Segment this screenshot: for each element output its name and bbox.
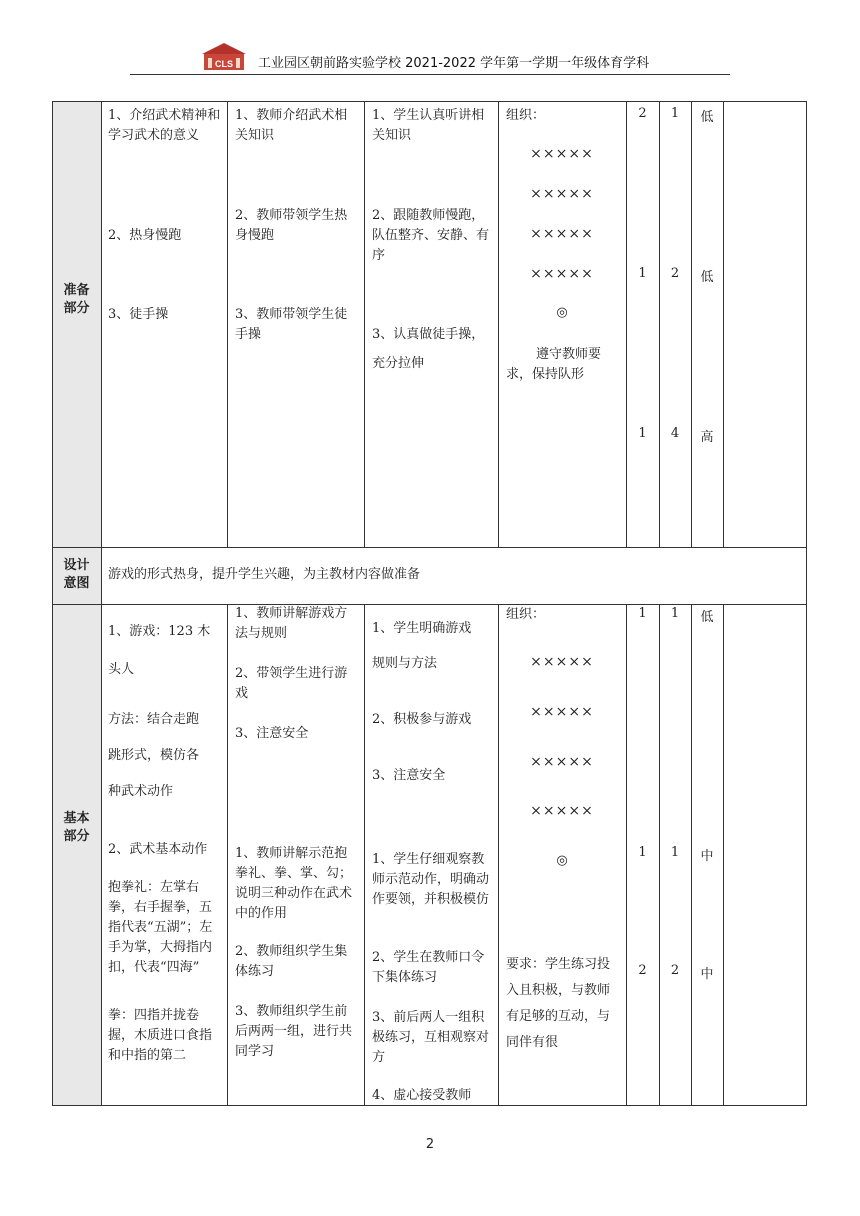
table-rule — [52, 604, 807, 605]
basic-teacher-5: 2、教师组织学生集体练习 — [235, 944, 348, 979]
table-rule — [723, 101, 724, 547]
prep-intensity-1: 低 — [700, 110, 714, 125]
prep-intensity-3: 高 — [700, 430, 714, 445]
basic-teacher-4: 1、教师讲解示范抱拳礼、拳、掌、勾；说明三种动作在武术中的作用 — [235, 846, 353, 921]
prep-times-2: 1 — [638, 266, 647, 281]
table-rule — [101, 101, 102, 1106]
prep-student-4: 充分拉伸 — [372, 356, 425, 371]
basic-org-note: 要求：学生练习投入且积极，与教师有足够的互动，与同伴有很 — [506, 957, 611, 1050]
teacher-position-icon: ◎ — [556, 305, 568, 320]
prep-formation-row: ××××× — [530, 266, 594, 282]
page-header — [130, 40, 730, 76]
basic-formation-row: ××××× — [530, 754, 594, 770]
basic-minutes-1: 1 — [670, 606, 680, 621]
prep-teacher-2: 2、教师带领学生热身慢跑 — [235, 208, 348, 243]
prep-minutes-3: 4 — [670, 426, 680, 441]
basic-formation-row: ××××× — [530, 704, 594, 720]
basic-intensity-1: 低 — [700, 610, 714, 625]
table-rule — [364, 101, 365, 547]
basic-formation-row: ××××× — [530, 654, 594, 670]
basic-intensity-2: 中 — [700, 849, 714, 864]
table-rule — [691, 101, 692, 547]
table-rule — [52, 547, 807, 548]
basic-intensity-3: 中 — [700, 967, 714, 982]
basic-teacher-1: 1、教师讲解游戏方法与规则 — [235, 606, 348, 641]
table-rule — [227, 604, 228, 1106]
basic-content-5: 种武术动作 — [108, 784, 174, 799]
page-number: 2 — [425, 1137, 435, 1152]
prep-label-bg — [52, 102, 101, 547]
prep-content-2: 2、热身慢跑 — [108, 228, 182, 243]
basic-formation-row: ××××× — [530, 803, 594, 819]
prep-formation-row: ××××× — [530, 146, 594, 162]
basic-student-8: 4、虚心接受教师 — [372, 1088, 472, 1103]
prep-minutes-1: 1 — [670, 106, 680, 121]
table-rule — [626, 101, 627, 547]
logo-text: CLS — [215, 59, 233, 69]
header-rule — [130, 74, 730, 75]
prep-times-1: 2 — [638, 106, 647, 121]
basic-times-2: 1 — [638, 845, 647, 860]
prep-student-3: 3、认真做徒手操， — [372, 327, 485, 342]
table-rule — [52, 101, 53, 1106]
basic-student-7: 3、前后两人一组积极练习，互相观察对方 — [372, 1010, 490, 1065]
prep-student-1: 1、学生认真听讲相关知识 — [372, 108, 485, 143]
basic-minutes-2: 1 — [670, 845, 680, 860]
basic-student-5: 1、学生仔细观察教师示范动作，明确动作要领，并积极模仿 — [372, 852, 490, 907]
table-rule — [52, 101, 807, 102]
prep-times-3: 1 — [638, 426, 647, 441]
table-rule — [659, 101, 660, 547]
basic-student-4: 3、注意安全 — [372, 768, 446, 783]
basic-content-4: 跳形式，模仿各 — [108, 748, 200, 763]
basic-student-1: 1、学生明确游戏 — [372, 621, 472, 636]
prep-formation-row: ××××× — [530, 186, 594, 202]
basic-teacher-2: 2、带领学生进行游戏 — [235, 666, 348, 701]
basic-teacher-3: 3、注意安全 — [235, 726, 309, 741]
basic-content-3: 方法：结合走跑 — [108, 712, 200, 727]
basic-org-label: 组织： — [506, 607, 546, 622]
basic-content-8: 拳：四指并拢卷握，木质进口食指和中指的第二 — [108, 1008, 213, 1063]
basic-times-1: 1 — [638, 606, 647, 621]
prep-content-1: 1、介绍武术精神和学习武术的意义 — [108, 108, 221, 143]
design-section-label: 设计 意图 — [63, 558, 90, 591]
basic-student-6: 2、学生在教师口令下集体练习 — [372, 950, 485, 985]
basic-content-1: 1、游戏：123 木 — [108, 624, 211, 639]
basic-student-2: 规则与方法 — [372, 656, 438, 671]
table-rule — [498, 101, 499, 547]
prep-org-note: 遵守教师要求，保持队形 — [506, 347, 602, 382]
basic-content-6: 2、武术基本动作 — [108, 842, 208, 857]
basic-times-3: 2 — [638, 963, 647, 978]
table-rule — [498, 604, 499, 1106]
teacher-position-icon: ◎ — [556, 853, 568, 868]
prep-section-label: 准备 部分 — [63, 283, 90, 316]
table-rule — [723, 604, 724, 1106]
table-rule — [806, 101, 807, 1106]
basic-teacher-6: 3、教师组织学生前后两两一组，进行共同学习 — [235, 1004, 353, 1059]
basic-content-2: 头人 — [108, 662, 135, 677]
basic-minutes-3: 2 — [670, 963, 680, 978]
prep-intensity-2: 低 — [700, 270, 714, 285]
prep-teacher-3: 3、教师带领学生徒手操 — [235, 307, 348, 342]
prep-minutes-2: 2 — [670, 266, 680, 281]
prep-student-2: 2、跟随教师慢跑，队伍整齐、安静、有序 — [372, 208, 490, 263]
prep-teacher-1: 1、教师介绍武术相关知识 — [235, 108, 348, 143]
table-rule — [364, 604, 365, 1106]
table-rule — [227, 101, 228, 547]
design-intent-text: 游戏的形式热身，提升学生兴趣，为主教材内容做准备 — [108, 567, 421, 582]
prep-formation-row: ××××× — [530, 226, 594, 242]
header-title: 工业园区朝前路实验学校 2021-2022 学年第一学期一年级体育学科 — [258, 56, 650, 71]
school-logo — [196, 40, 252, 72]
prep-content-3: 3、徒手操 — [108, 307, 169, 322]
prep-org-label: 组织： — [506, 108, 546, 123]
basic-content-7: 抱拳礼：左掌右拳，右手握拳，五指代表“五湖”；左手为掌，大拇指内扣，代表“四海” — [108, 880, 213, 975]
basic-label-bg — [52, 605, 101, 1105]
basic-student-3: 2、积极参与游戏 — [372, 712, 472, 727]
basic-section-label: 基本 部分 — [63, 811, 90, 844]
